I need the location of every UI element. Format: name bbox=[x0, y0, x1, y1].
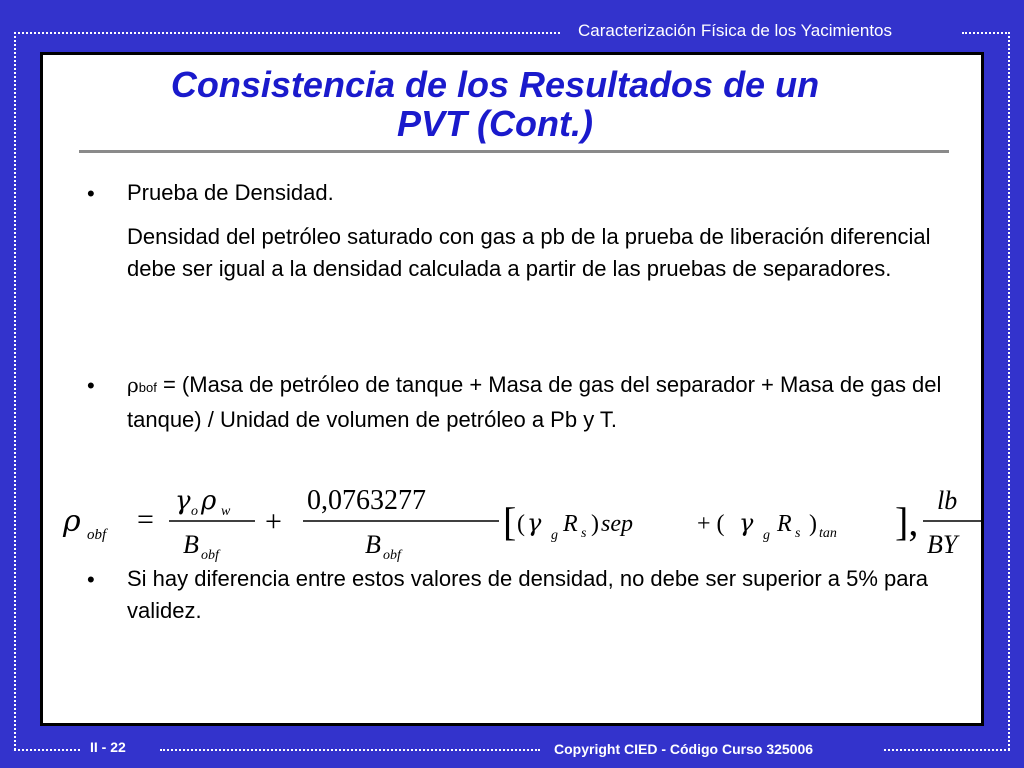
formula-sep: sep bbox=[601, 511, 633, 537]
formula-open-bracket: [ bbox=[503, 499, 517, 544]
bullet2-definition: = (Masa de petróleo de tanque + Masa de gas del separador + Masa de gas del tanque) / Unidad de volumen de petróleo a Pb y T. bbox=[127, 372, 942, 432]
bullet-marker-2: • bbox=[87, 373, 95, 398]
formula-B-den-1: B bbox=[183, 530, 199, 559]
slide-title-line2: PVT (Cont.) bbox=[397, 103, 593, 144]
bullet1-body: Densidad del petróleo saturado con gas a pb de la prueba de liberación diferencial debe ser igual a la densidad calculada a partir de las pruebas de separadores. bbox=[127, 224, 931, 281]
page-number: II - 22 bbox=[90, 739, 126, 755]
formula-gamma-o: γ bbox=[175, 486, 191, 516]
course-title: Caracterización Física de los Yacimientos bbox=[578, 21, 893, 40]
left-dotted-line bbox=[14, 32, 16, 750]
formula-gamma-g-2: γ bbox=[739, 509, 754, 537]
title-divider bbox=[79, 150, 949, 153]
top-dotted-line-right bbox=[962, 32, 1010, 34]
formula-unit-den: BY bbox=[927, 530, 958, 559]
formula-open-paren-1: ( bbox=[517, 511, 525, 537]
formula-gamma-g-1: γ bbox=[527, 509, 542, 537]
formula-lhs-rho: ρ bbox=[63, 504, 81, 539]
rho-symbol: ρ bbox=[127, 373, 139, 397]
formula-sub-s-2: s bbox=[795, 526, 801, 541]
formula-sub-o: o bbox=[191, 504, 198, 519]
rho-subscript: bof bbox=[138, 380, 157, 395]
formula-sub-w: w bbox=[221, 504, 231, 519]
slide-title bbox=[43, 65, 947, 143]
bottom-dotted-line-left bbox=[14, 749, 80, 751]
formula-sub-g-2: g bbox=[763, 528, 770, 543]
bottom-dotted-line-mid bbox=[160, 749, 540, 751]
slide-content bbox=[40, 52, 984, 726]
formula-lhs-sub: obf bbox=[87, 527, 107, 543]
bullet-marker-1: • bbox=[87, 181, 95, 206]
formula-close-paren-1: ) bbox=[591, 511, 599, 537]
formula-sub-g-1: g bbox=[551, 528, 558, 543]
formula-sub-s-1: s bbox=[581, 526, 587, 541]
formula-plus-2: + ( bbox=[697, 511, 725, 537]
formula-sub-tan: tan bbox=[819, 526, 837, 541]
formula-constant: 0,0763277 bbox=[307, 485, 426, 516]
density-formula bbox=[57, 477, 987, 567]
bullet-marker-3: • bbox=[87, 567, 95, 592]
formula-plus: + bbox=[265, 505, 282, 538]
formula-R-1: R bbox=[563, 511, 578, 537]
bullet3-text: Si hay diferencia entre estos valores de densidad, no debe ser superior a 5% para validez. bbox=[127, 566, 929, 623]
formula-R-2: R bbox=[777, 511, 792, 537]
right-dotted-line bbox=[1008, 32, 1010, 750]
formula-obf-den-2: obf bbox=[383, 548, 401, 563]
formula-rho-w: ρ bbox=[201, 486, 217, 516]
formula-close-bracket: ], bbox=[895, 499, 919, 544]
formula-obf-den-1: obf bbox=[201, 548, 219, 563]
bullet1-heading: Prueba de Densidad. bbox=[127, 180, 334, 205]
copyright-notice: Copyright CIED - Código Curso 325006 bbox=[554, 741, 814, 757]
formula-B-den-2: B bbox=[365, 530, 381, 559]
formula-unit-num: lb bbox=[937, 486, 958, 515]
formula-close-paren-2: ) bbox=[809, 511, 817, 537]
formula-equals: = bbox=[137, 503, 154, 536]
bullet2-text bbox=[127, 369, 947, 436]
top-dotted-line-left bbox=[14, 32, 560, 34]
bottom-dotted-line-right bbox=[884, 749, 1010, 751]
slide-title-line1: Consistencia de los Resultados de un bbox=[170, 64, 820, 105]
